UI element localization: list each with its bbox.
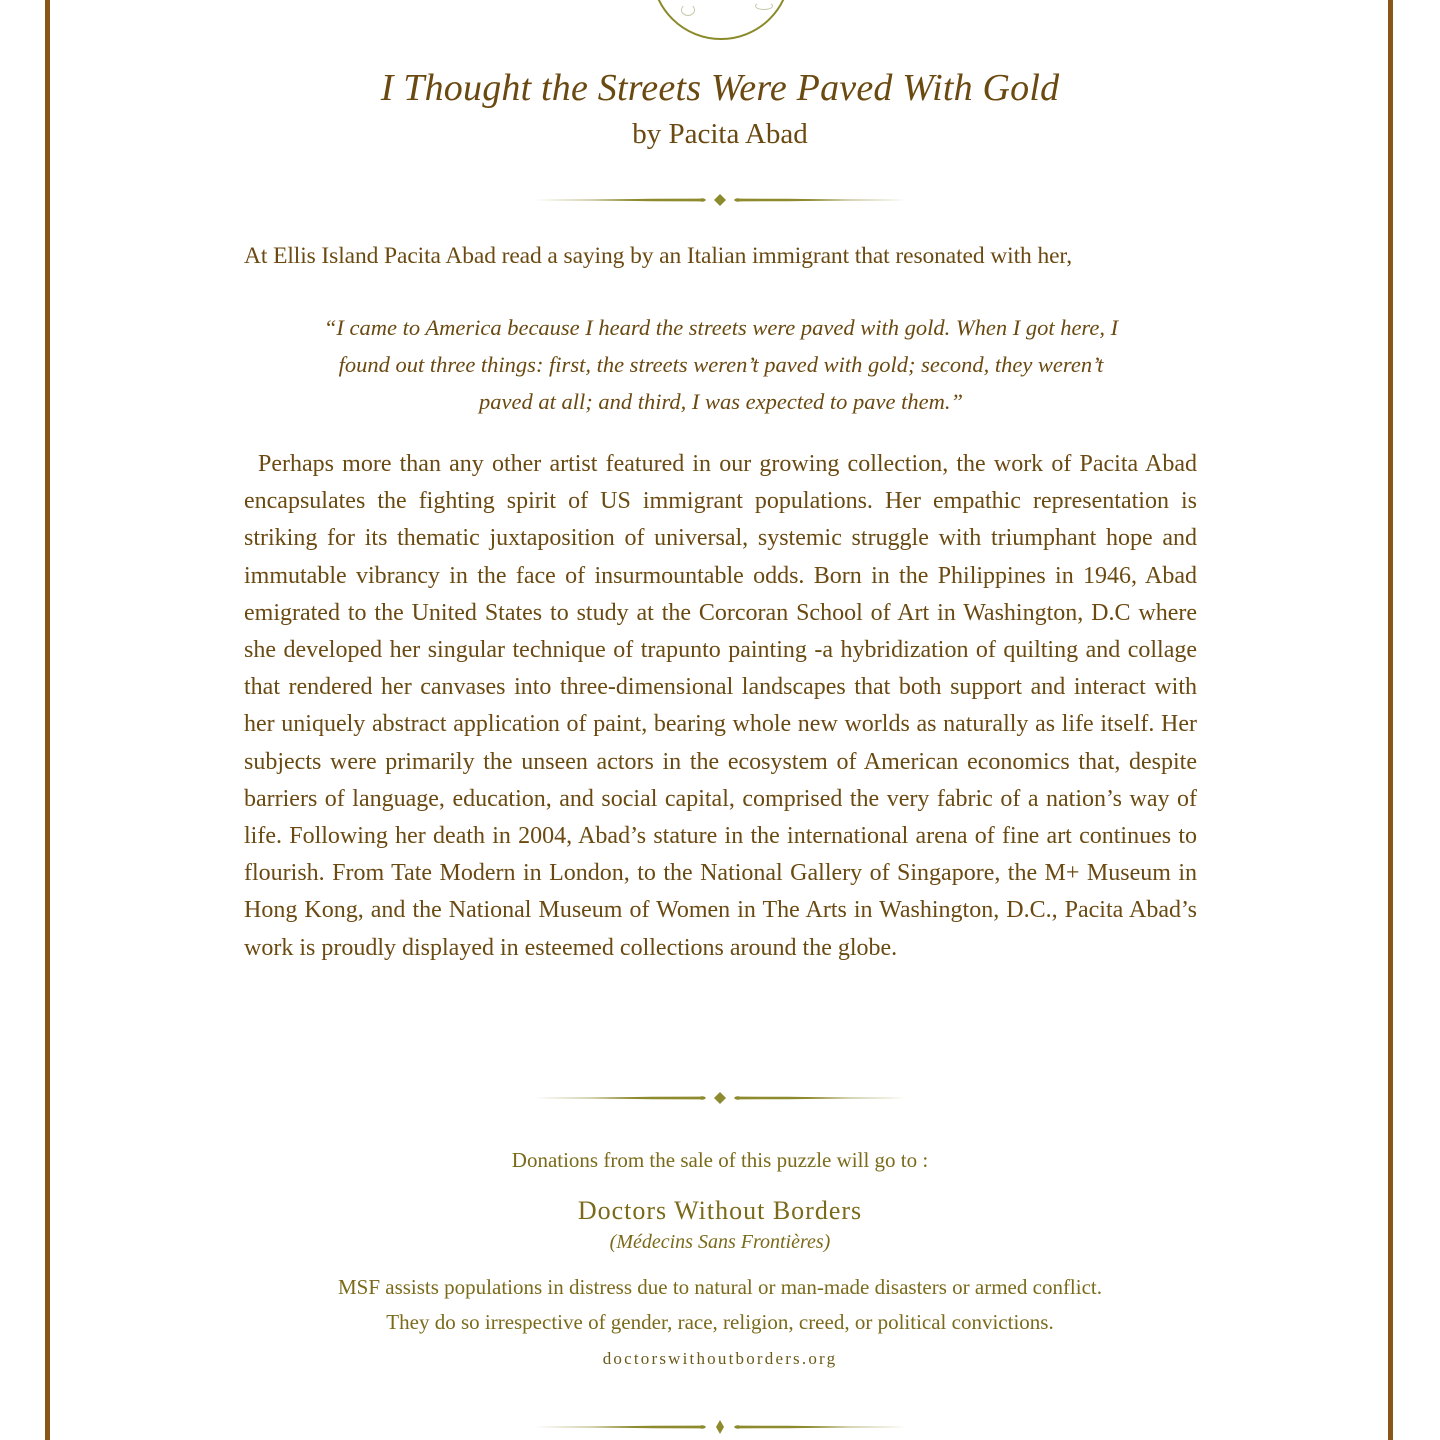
flourish-divider-icon xyxy=(532,1420,908,1434)
ornamental-divider xyxy=(532,1091,908,1105)
charity-website: doctorswithoutborders.org xyxy=(602,1349,838,1368)
charity-name: Doctors Without Borders xyxy=(577,1196,863,1225)
donations-label: Donations from the sale of this puzzle will go to : xyxy=(511,1148,929,1172)
ornamental-divider xyxy=(532,1420,908,1434)
flourish-divider-icon xyxy=(532,193,908,207)
swirl-ornament-icon xyxy=(681,4,695,16)
emblem-seal xyxy=(651,0,791,40)
mission-line: MSF assists populations in distress due to natural or man-made disasters or armed conflict. xyxy=(337,1275,1103,1299)
quote-line: “I came to America because I heard the streets were paved with gold. When I got here, I xyxy=(323,315,1119,340)
intro-paragraph: At Ellis Island Pacita Abad read a saying by an Italian immigrant that resonated with her, xyxy=(244,243,1072,269)
artist-biography: Perhaps more than any other artist featured in our growing collection, the work of Pacita Abad encapsulates the fighting spirit of US immigrant populations. Her empathic representation is striking for its thematic juxtaposition of universal, systemic struggle with triumphant hope and immutable vibrancy in the face of insurmountable odds. Born in the Philippines in 1946, Abad emigrated to the United States to study at the Corcoran School of Art in Washington, D.C where she developed her singular technique of trapunto painting -a hybridization of quilting and collage that rendered her canvases into three-dimensional landscapes that both support and interact with her uniquely abstract application of paint, bearing whole new worlds as naturally as life itself. Her subjects were primarily the unseen actors in the ecosystem of American economics that, despite barriers of language, education, and social capital, comprised the very fabric of a nation’s way of life. Following her death in 2004, Abad’s stature in the international arena of fine art continues to flourish. From Tate Modern in London, to the National Gallery of Singapore, the M+ Museum in Hong Kong, and the National Museum of Women in The Arts in Washington, D.C., Pacita Abad’s work is proudly displayed in esteemed collections around the globe. xyxy=(244,451,1197,961)
charity-mission xyxy=(0,1270,1440,1340)
charity-alt-name: (Médecins Sans Frontières) xyxy=(609,1231,831,1253)
ornamental-divider xyxy=(532,193,908,207)
immigrant-quote xyxy=(262,309,1180,420)
quote-line: paved at all; and third, I was expected to pave them.” xyxy=(478,389,964,414)
swirl-ornament-icon xyxy=(755,2,773,10)
mission-line: They do so irrespective of gender, race, religion, creed, or political convictions. xyxy=(386,1310,1054,1334)
quote-line: found out three things: first, the streets weren’t paved with gold; second, they weren’t xyxy=(338,352,1104,377)
artwork-title: I Thought the Streets Were Paved With Gold xyxy=(380,67,1060,109)
artist-byline: by Pacita Abad xyxy=(632,118,808,150)
flourish-divider-icon xyxy=(532,1091,908,1105)
